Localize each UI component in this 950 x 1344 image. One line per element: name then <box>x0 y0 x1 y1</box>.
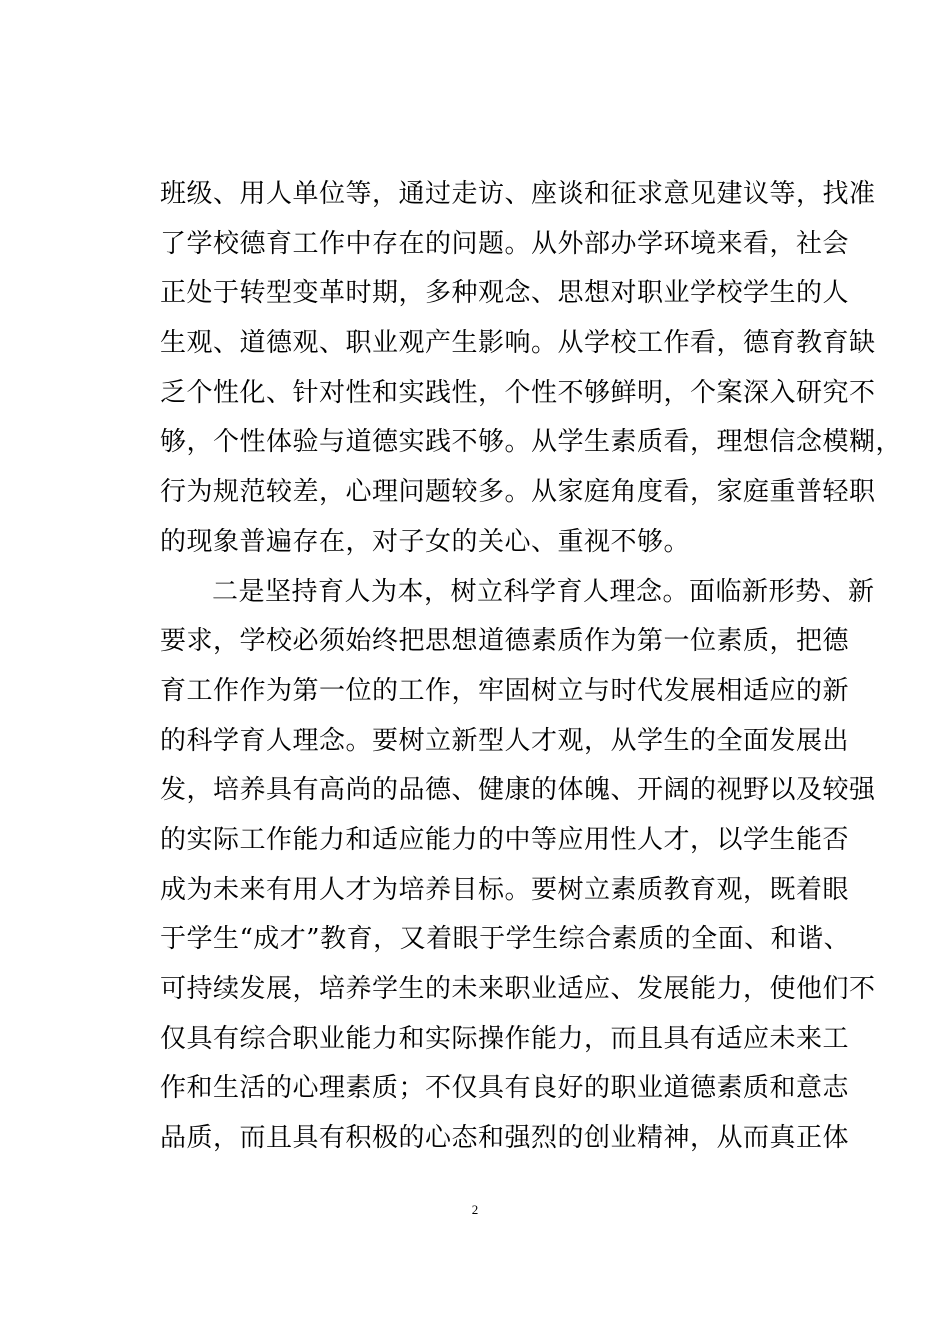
text-line: 发，培养具有高尚的品德、健康的体魄、开阔的视野以及较强 <box>160 775 876 806</box>
text-line: 可持续发展，培养学生的未来职业适应、发展能力，使他们不 <box>160 974 876 1004</box>
text-line: 二是坚持育人为本，树立科学育人理念。面临新形势、新 <box>212 576 875 607</box>
body-text <box>160 170 903 1164</box>
text-line: 育工作作为第一位的工作，牢固树立与时代发展相适应的新 <box>160 675 850 706</box>
text-line: 品质，而且具有积极的心态和强烈的创业精神，从而真正体 <box>160 1123 850 1154</box>
page-number: 2 <box>471 1202 479 1217</box>
text-line: 仅具有综合职业能力和实际操作能力，而且具有适应未来工 <box>160 1023 850 1054</box>
text-line: 的科学育人理念。要树立新型人才观，从学生的全面发展出 <box>160 725 850 756</box>
text-line: 够，个性体验与道德实践不够。从学生素质看，理想信念模糊， <box>160 427 903 458</box>
text-line: 行为规范较差，心理问题较多。从家庭角度看，家庭重普轻职 <box>160 477 876 508</box>
text-line: 班级、用人单位等，通过走访、座谈和征求意见建议等，找准 <box>160 179 876 209</box>
text-line: 于学生“成才”教育，又着眼于学生综合素质的全面、和谐、 <box>160 924 851 955</box>
text-line: 作和生活的心理素质；不仅具有良好的职业道德素质和意志 <box>160 1073 850 1104</box>
text-line: 成为未来有用人才为培养目标。要树立素质教育观，既着眼 <box>160 874 850 905</box>
text-line: 要求，学校必须始终把思想道德素质作为第一位素质，把德 <box>160 626 850 657</box>
text-line: 正处于转型变革时期，多种观念、思想对职业学校学生的人 <box>160 278 850 309</box>
text-line: 了学校德育工作中存在的问题。从外部办学环境来看，社会 <box>160 228 850 259</box>
text-line: 的实际工作能力和适应能力的中等应用性人才，以学生能否 <box>160 824 850 855</box>
text-line: 的现象普遍存在，对子女的关心、重视不够。 <box>160 526 691 557</box>
text-line: 生观、道德观、职业观产生影响。从学校工作看，德育教育缺 <box>160 328 876 359</box>
text-line: 乏个性化、针对性和实践性，个性不够鲜明，个案深入研究不 <box>160 377 876 408</box>
